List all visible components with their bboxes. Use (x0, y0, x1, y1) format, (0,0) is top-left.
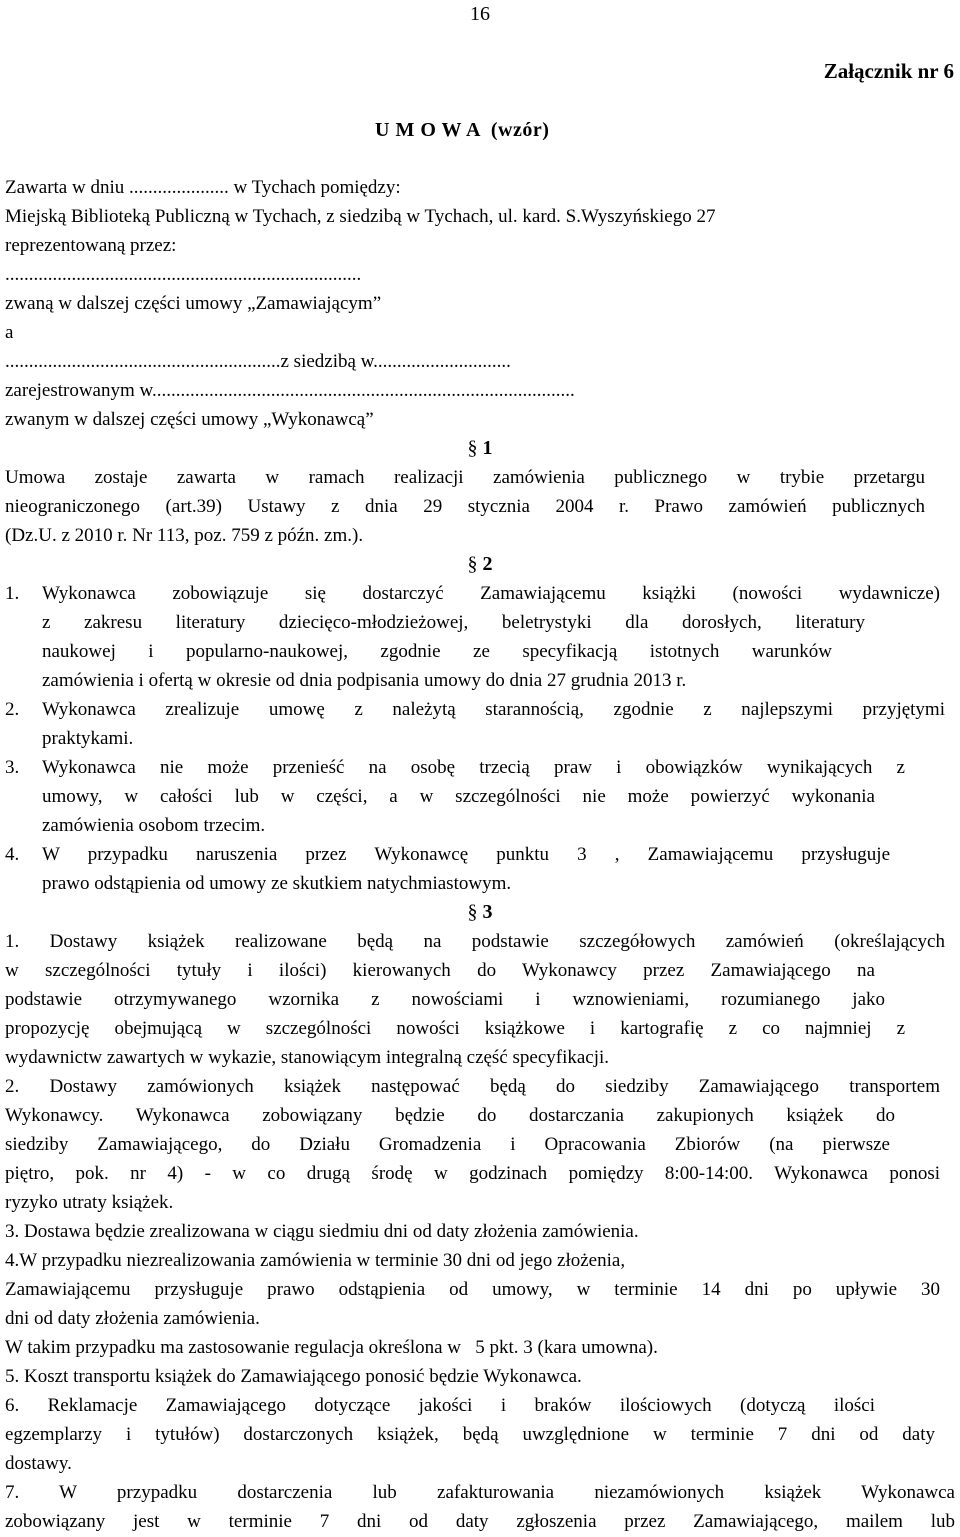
item-line: Wykonawca nie może przenieść na osobę trzecią praw i obowiązków wynikających z (42, 757, 905, 778)
item-number: 1. (5, 583, 20, 604)
section-3-line: ryzyko utraty książek. (5, 1192, 174, 1213)
section-3-line: Zamawiającemu przysługuje prawo odstąpienia od umowy, w terminie 14 dni po upływie 30 (5, 1279, 940, 1300)
section-heading-2 (0, 550, 960, 579)
item-line: z zakresu literatury dziecięco-młodzieżowej, beletrystyki dla dorosłych, literatury (42, 612, 865, 633)
section-3-line: Wykonawcy. Wykonawca zobowiązany będzie do dostarczania zakupionych książek do (5, 1105, 895, 1126)
parties-line: ........................................................................... (5, 264, 362, 285)
section-1-line: Umowa zostaje zawarta w ramach realizacji zamówienia publicznego w trybie przetargu (5, 467, 925, 488)
section-3-line: 6. Reklamacje Zamawiającego dotyczące jakości i braków ilościowych (dotyczą ilości (5, 1395, 875, 1416)
section-3-line: 7. W przypadku dostarczenia lub zafakturowania niezamówionych książek Wykonawca (5, 1482, 955, 1503)
section-3-line: podstawie otrzymywanego wzornika z nowościami i wznowieniami, rozumianego jako (5, 989, 885, 1010)
parties-line: zarejestrowanym w......................................................................................... (5, 380, 575, 401)
section-3-line: 1. Dostawy książek realizowane będą na podstawie szczegółowych zamówień (określających (5, 931, 945, 952)
section-symbol: § (467, 901, 478, 923)
section-3-line: dni od daty złożenia zamówienia. (5, 1308, 260, 1329)
parties-line: ..........................................................z siedzibą w............................. (5, 351, 511, 372)
section-3-line: egzemplarzy i tytułów) dostarczonych książek, będą uwzględnione w terminie 7 dni od daty (5, 1424, 935, 1445)
section-3-line: W takim przypadku ma zastosowanie regulacja określona w 5 pkt. 3 (kara umowna). (5, 1337, 658, 1358)
section-number: 1 (482, 437, 493, 459)
section-3-line: w szczególności tytuły i ilości) kierowanych do Wykonawcy przez Zamawiającego na (5, 960, 875, 981)
section-symbol: § (467, 437, 478, 459)
item-line: Wykonawca zrealizuje umowę z należytą starannością, zgodnie z najlepszymi przyjętymi (42, 699, 945, 720)
item-number: 4. (5, 844, 20, 865)
parties-line: zwanym w dalszej części umowy „Wykonawcą” (5, 409, 374, 430)
item-line: praktykami. (42, 728, 134, 749)
section-3-line: 5. Koszt transportu książek do Zamawiającego ponosić będzie Wykonawca. (5, 1366, 582, 1387)
item-line: zamówienia osobom trzecim. (42, 815, 266, 836)
section-1-line: (Dz.U. z 2010 r. Nr 113, poz. 759 z późn. zm.). (5, 525, 364, 546)
section-heading-3 (0, 898, 960, 927)
parties-line: zwaną w dalszej części umowy „Zamawiającym” (5, 293, 382, 314)
section-1-line: nieograniczonego (art.39) Ustawy z dnia 29 stycznia 2004 r. Prawo zamówień publicznych (5, 496, 925, 517)
page-number: 16 (470, 3, 490, 25)
section-3-line: propozycję obejmującą w szczególności nowości książkowe i kartografię z co najmniej z (5, 1018, 905, 1039)
item-line: umowy, w całości lub w części, a w szczególności nie może powierzyć wykonania (42, 786, 875, 807)
parties-line: reprezentowaną przez: (5, 235, 177, 256)
item-line: zamówienia i ofertą w okresie od dnia podpisania umowy do dnia 27 grudnia 2013 r. (42, 670, 687, 691)
section-3-line: 2. Dostawy zamówionych książek następować będą do siedziby Zamawiającego transportem (5, 1076, 940, 1097)
parties-line: Zawarta w dniu ..................... w Tychach pomiędzy: (5, 177, 401, 198)
item-line: naukowej i popularno-naukowej, zgodnie ze specyfikacją istotnych warunków (42, 641, 832, 662)
section-number: 2 (482, 553, 493, 575)
item-number: 2. (5, 699, 20, 720)
section-number: 3 (482, 901, 493, 923)
parties-line: Miejską Biblioteką Publiczną w Tychach, z siedzibą w Tychach, ul. kard. S.Wyszyńskiego 27 (5, 206, 716, 227)
item-line: prawo odstąpienia od umowy ze skutkiem natychmiastowym. (42, 873, 512, 894)
section-3-line: dostawy. (5, 1453, 72, 1474)
section-3-line: siedziby Zamawiającego, do Działu Gromadzenia i Opracowania Zbiorów (na pierwsze (5, 1134, 890, 1155)
section-3-line: wydawnictw zawartych w wykazie, stanowiącym integralną część specyfikacji. (5, 1047, 610, 1068)
parties-line: a (5, 322, 14, 343)
section-3-line: piętro, pok. nr 4) - w co drugą środę w godzinach pomiędzy 8:00-14:00. Wykonawca ponosi (5, 1163, 940, 1184)
document-title: U M O W A (wzór) (375, 119, 550, 141)
item-line: W przypadku naruszenia przez Wykonawcę punktu 3 , Zamawiającemu przysługuje (42, 844, 890, 865)
item-line: Wykonawca zobowiązuje się dostarczyć Zamawiającemu książki (nowości wydawnicze) (42, 583, 940, 604)
section-3-line: zobowiązany jest w terminie 7 dni od daty zgłoszenia przez Zamawiającego, mailem lub (5, 1511, 955, 1532)
section-3-line: 3. Dostawa będzie zrealizowana w ciągu siedmiu dni od daty złożenia zamówienia. (5, 1221, 639, 1242)
item-number: 3. (5, 757, 20, 778)
section-symbol: § (467, 553, 478, 575)
section-heading-1 (0, 434, 960, 463)
annex-label: Załącznik nr 6 (823, 59, 954, 83)
section-3-line: 4.W przypadku niezrealizowania zamówienia w terminie 30 dni od jego złożenia, (5, 1250, 626, 1271)
